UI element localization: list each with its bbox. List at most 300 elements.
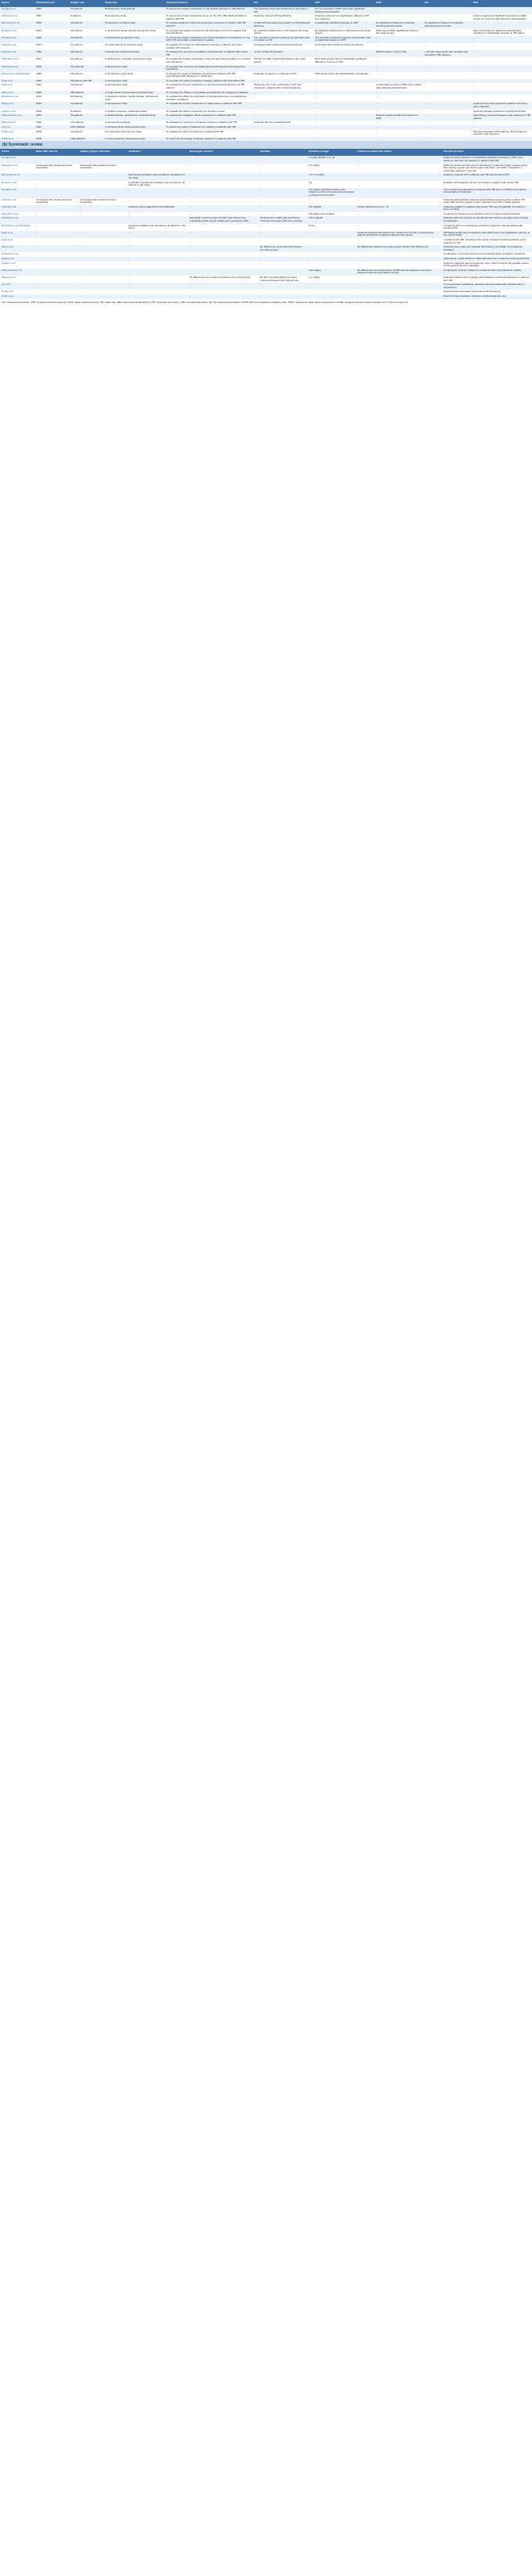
table-cell: -	[252, 91, 313, 96]
table-cell: -	[313, 125, 375, 130]
table-cell: -	[259, 269, 307, 276]
table-cell: Unchanged after ketamine-based anesthesia	[252, 43, 313, 50]
table-cell: -	[356, 212, 442, 217]
table-cell: To assess the impact of ketamine and sufentanil plasma concentrations on the CPP, ICP and middle cerebral artery velocity	[165, 36, 252, 43]
table-row	[0, 114, 532, 121]
table-cell: -	[188, 198, 259, 205]
table-cell: -	[252, 114, 313, 121]
table-cell: CPP declined after the administration of ketamine	[313, 72, 375, 79]
author-cell: Patel et al.	[0, 79, 34, 84]
table-cell: To compare the efficacy of etomidate and ketamine for emergency intubation	[165, 91, 252, 96]
table-cell: 2018	[34, 110, 69, 114]
table-cell: No significant change from baseline, following ketamine bolus	[423, 21, 472, 28]
table-cell: A 2 mm increase in CPP; there was significant influence from baseline	[313, 7, 375, 14]
table-cell: -	[259, 257, 307, 262]
table-cell: 5.8 μg/kg body weight/h	[307, 212, 356, 217]
column-header: Ketamine dosage	[307, 149, 356, 156]
table-cell: -	[259, 173, 307, 180]
table-cell: -	[188, 245, 259, 252]
table-cell: -	[313, 65, 375, 72]
table-cell: MAP did not differ significantly between the study groups	[375, 29, 423, 36]
table-cell: 2018	[34, 130, 69, 137]
table-cell: -	[375, 125, 423, 130]
table-cell: -	[34, 269, 78, 276]
table-cell: -	[78, 238, 127, 245]
table-cell: -	[423, 72, 472, 79]
table-cell: -	[78, 252, 127, 257]
table-cell: Prospective controlled study	[103, 21, 165, 28]
table-cell: While the ketamine bolus did not significantly impact the middle cerebral artery flow velocity, jugular vein bulb oxygen saturation, and CPP, it resulted in a noticeable reduction in the ICP	[442, 164, 532, 174]
table-cell: -	[375, 137, 423, 142]
table-cell: Unchanged after ketamine-based anesthesia	[34, 164, 78, 174]
table-cell: -	[127, 156, 188, 163]
table-cell: A noticeable increase in MAP was noticed after ketamine administration	[375, 83, 423, 90]
table-row	[0, 181, 532, 188]
table-cell: -	[472, 137, 532, 142]
table-cell: Ketamine administration following endotracheal suctioning did not affect ICP, mean CBF velocity, jugular oxygen saturation and CPP in adult patients	[442, 198, 532, 205]
table-cell: ICP did not differ significantly between the study groups	[252, 57, 313, 64]
table-cell: -	[78, 276, 127, 283]
table-cell: 1009 patients	[69, 137, 103, 142]
table-cell: -	[259, 238, 307, 245]
table-cell: -	[356, 252, 442, 257]
table-cell: -	[472, 125, 532, 130]
table-cell: -	[34, 224, 78, 231]
table-cell: -	[375, 91, 423, 96]
table-cell: -	[472, 65, 532, 72]
table-cell: -	[188, 164, 259, 174]
author-cell: Patel et al.	[0, 231, 34, 238]
column-header: Author	[0, 0, 34, 7]
table-cell: Ketamine bolus resulted in a statistically significant elevation in CPP and a decline in ICP from the baseline in patients with TBI	[442, 156, 532, 163]
table-cell: Ketamine triggered gamma frequency rises, which could be the possible reason for the gamma burst on paradigm	[442, 262, 532, 269]
author-cell: Jabre et al.	[0, 91, 34, 96]
table-cell: -	[127, 198, 188, 205]
author-cell: Albanèse et al.	[0, 164, 34, 174]
table-cell: -	[34, 245, 78, 252]
table-cell: -	[472, 91, 532, 96]
table-cell: To assess the impact of ketamine on the clinical outcomes in TBI patients	[165, 7, 252, 14]
column-header: Aims/interventions	[165, 0, 252, 7]
table-cell: -	[78, 231, 127, 238]
table-cell: 2022	[34, 83, 69, 90]
table-cell: A randomized prospective study	[103, 36, 165, 43]
table-cell: -	[252, 79, 313, 84]
table-cell: 2013	[34, 43, 69, 50]
table-cell: Both study groups had no statistically significant difference in terms of CPP	[313, 57, 375, 64]
table-cell: 5 g	[307, 181, 356, 188]
author-cell: Albanèse et al.	[0, 14, 34, 21]
table-cell: 2019	[34, 137, 69, 142]
table-cell: -	[127, 269, 188, 276]
author-cell: Caricato et al.	[0, 43, 34, 50]
table-cell: -	[127, 238, 188, 245]
table-cell: -	[356, 257, 442, 262]
table-cell: -	[259, 224, 307, 231]
table-cell: 0.01 mg/kg	[307, 269, 356, 276]
table-row	[0, 83, 532, 90]
table-cell: -	[259, 198, 307, 205]
table-cell: -	[313, 91, 375, 96]
section-title: (b) Systematic review	[0, 141, 532, 149]
table-row	[0, 205, 532, 212]
table-cell: 2022	[34, 7, 69, 14]
table-cell: -	[356, 216, 442, 223]
table-cell: -	[313, 130, 375, 137]
author-cell: Bourgoin et al.	[0, 188, 34, 198]
table-cell: -	[423, 130, 472, 137]
table-cell: Ketamine bolus triggered bronchodilatation	[127, 205, 188, 212]
table-cell: -	[34, 252, 78, 257]
column-header: Mortality	[259, 149, 307, 156]
table-row	[0, 14, 532, 21]
table-cell: -	[375, 43, 423, 50]
table-cell: -	[423, 83, 472, 90]
table-cell: -	[188, 181, 259, 188]
table-row	[0, 231, 532, 238]
table-cell: -	[127, 257, 188, 262]
table-cell: 15 patients	[69, 72, 103, 79]
table-1	[0, 0, 532, 141]
table-cell: Ketamine-induced side effects were observed in 24.4% of brain trauma patients and 19.6% of patients without brain trauma	[356, 231, 442, 238]
table-cell: Patients reported a 6% improvement in MAP	[375, 114, 423, 121]
table-cell: -	[307, 245, 356, 252]
table-cell: No 28-d mortality differences were observed between the study groups	[259, 276, 307, 283]
table-cell: -	[313, 83, 375, 90]
table-cell: -	[375, 110, 423, 114]
table-row	[0, 21, 532, 28]
table-cell: -	[375, 72, 423, 79]
table-cell: -	[259, 231, 307, 238]
table-cell: The cerebral hemodynamics in patients with TBI were not affected by plasma concentration of ketamine	[442, 188, 532, 198]
table-cell: -	[313, 95, 375, 102]
table-cell: 30 patients	[69, 21, 103, 28]
table-cell: To compare the safety of ketamine between patients with and without TBI	[165, 79, 252, 84]
table-cell: -	[127, 212, 188, 217]
table-cell: To evaluate the impact of ketamine on the cerebral hemodynamics of TBI patients	[165, 83, 252, 90]
table-cell: -	[423, 95, 472, 102]
table-cell: Ketamine sedation in patients with severe TBI was comparable to fentanyl in terms of safety	[442, 205, 532, 212]
table-cell: To evaluate the outcomes of sedation using ketamine in patients with severe TBI	[165, 50, 252, 57]
table-row	[0, 224, 532, 231]
table-cell: -	[423, 137, 472, 142]
table-cell: To evaluate the effect of combination of propofol-ketamine on endotracheal intubation conditions	[165, 95, 252, 102]
table-cell: A retrospective study	[103, 65, 165, 72]
table-cell: -	[313, 114, 375, 121]
table-cell: 43 patients	[69, 130, 103, 137]
table-cell: Ketamine dosage resulted in a significant decline	[472, 110, 532, 114]
table-cell: -	[423, 43, 472, 50]
table-cell: -	[259, 294, 307, 299]
table-cell: -	[472, 83, 532, 90]
table-cell: -	[78, 156, 127, 163]
author-cell: Dengler et al.	[0, 156, 34, 163]
author-cell: Kolenda et al.	[0, 50, 34, 57]
table-cell: 2022	[34, 121, 69, 125]
table-cell: -	[356, 276, 442, 283]
table-cell: Ketamine did not exacerbated ICP	[252, 121, 313, 125]
table-cell: An exploratory retrospective study	[103, 130, 165, 137]
table-cell: -	[188, 231, 259, 238]
table-cell: Days 3 and Day 4 of ketamine administration resulted in a significantly elevation in HR values	[472, 29, 532, 36]
table-cell: In 30% ICP decreased by at least 1 mmHg following ketamine	[252, 21, 313, 28]
table-cell: -	[472, 36, 532, 43]
author-cell: Belopavlovic and Buchthal	[0, 72, 34, 79]
table-cell: 1.5 mg/kg	[307, 164, 356, 174]
table-cell: Compared to fentanyl group, ketamine did not impact cerebral perfusion	[442, 212, 532, 217]
table-cell: -	[259, 164, 307, 174]
table-row	[0, 164, 532, 174]
table-cell: -	[34, 262, 78, 269]
table-cell: Alternatively, reduced frequency was observed in TBI patients	[472, 114, 532, 121]
table-cell: 2007	[34, 57, 69, 64]
table-cell: -	[34, 290, 78, 294]
table-cell: -	[252, 125, 313, 130]
table-cell: -	[375, 95, 423, 102]
table-cell: 2012	[34, 95, 69, 102]
table-cell: +1.30 mmHg ICP elevation	[252, 50, 313, 57]
table-cell: -	[423, 114, 472, 121]
table-cell: -	[252, 102, 313, 109]
footnote: ICP: Intracranial pressure, CPP: Cerebral perfusion pressure, MAP: Mean arterial pressure, HR: Heart rate, EEG: Electroencephalography, TBI: Traumatic brain injury, CBF: Cerebral blood flow, SD: Spreading depolarization, RASS: Richmond agitation-sedation scale, SOFA: Sequential organ failure assessment, GOSE: Glasgow outcome scale extended, ICU: Intensive care unit	[2, 300, 408, 304]
table-cell: A cross-sectional, observational study	[103, 137, 165, 142]
column-header: Neurologic outcome	[188, 149, 259, 156]
table-cell: To assess the safety of ketamine for sedation in patients with TBI	[165, 125, 252, 130]
table-cell: -	[78, 262, 127, 269]
table-row	[0, 65, 532, 72]
table-cell: A randomized, controlled, prospective study	[103, 57, 165, 64]
table-cell: 1.2 mg/kg	[307, 276, 356, 283]
table-cell: -	[472, 50, 532, 57]
table-cell: Unchanged after ketamine-based anesthesia	[313, 43, 375, 50]
author-cell: Alsaju et al.	[0, 102, 34, 109]
table-cell: -	[375, 121, 423, 125]
table-row	[0, 43, 532, 50]
table-cell: A retrospective study	[103, 83, 165, 90]
table-cell: 25 patients	[69, 29, 103, 36]
table-cell: 1 to 1.5 mg/kg	[307, 173, 356, 180]
column-header: Treatment-related side effects	[356, 149, 442, 156]
table-row	[0, 262, 532, 269]
column-header: Study type	[103, 0, 165, 7]
table-cell: 35 patients	[69, 50, 103, 57]
table-cell: 1997	[34, 14, 69, 21]
table-cell: 12 patients	[69, 102, 103, 109]
table-2	[0, 149, 532, 298]
table-cell: No differences were observed in GOSE and hemodynamic outcomes between ketamine and placebo groups	[356, 269, 442, 276]
table-cell: -	[127, 164, 188, 174]
table-cell: To evaluate the outcomes of ketamine infusion in patients with TBI	[165, 121, 252, 125]
table-cell: -	[356, 262, 442, 269]
table-cell: Mechanical ventilation was provided to all patients in the study	[127, 173, 188, 180]
author-cell: Mahendravati et al.	[0, 269, 34, 276]
table-cell: -	[127, 245, 188, 252]
table-cell: Assisted ventilation was provided to all patients in the study	[127, 224, 188, 231]
author-cell: Bourgoin et al.	[0, 181, 34, 188]
author-cell: Dimitrievic et al.	[0, 252, 34, 257]
table-cell: Sedation with ketamine can be used safely in patients with severe TBI	[442, 181, 532, 188]
table-cell: -	[188, 269, 259, 276]
table-cell: In patients with TBI, ketamine bolus led to increased cerebral perfusion and a reduction in ICP	[442, 238, 532, 245]
table-cell: -	[356, 181, 442, 188]
table-row	[0, 7, 532, 14]
table-cell: A placebo-controlled, double-blinded, randomized study	[103, 95, 165, 102]
table-cell: The increase in ketamine plasma concentration had no significant impact on CPP	[313, 36, 375, 43]
table-row	[0, 57, 532, 64]
column-header: HR	[423, 0, 472, 7]
author-cell: Smith et al.	[0, 137, 34, 142]
table-cell: -	[307, 257, 356, 262]
table-cell: 214 patients	[69, 65, 103, 72]
table-cell: To assess the impact of ketamine bolus, on the ICP, CBF, MAP and EEG in patients with TBI	[165, 14, 252, 21]
author-cell: Schmittner et al.	[0, 212, 34, 217]
table-cell: To evaluate the analgesic effects of ketamine in patients with TBI	[165, 114, 252, 121]
table-cell: 2022	[34, 114, 69, 121]
table-cell: -	[78, 212, 127, 217]
table-cell: Patients with total intravenous anesthesia had reduced mortality and neurologic complications	[442, 216, 532, 223]
table-cell: -	[34, 181, 78, 188]
table-cell: 30 patients	[69, 83, 103, 90]
table-cell: -	[78, 283, 127, 290]
table-cell: -	[252, 95, 313, 102]
table-cell: Alternatively, a 30% decline in SDP was observed in patients receiving ketamine	[442, 257, 532, 262]
author-cell: Belopavlovic and Buchthal	[0, 224, 34, 231]
table-cell: -	[423, 36, 472, 43]
author-cell: Carlson et al.	[0, 262, 34, 269]
table-cell: -	[188, 294, 259, 299]
author-cell: Mahendravati et al.	[0, 114, 34, 121]
table-cell: -	[423, 102, 472, 109]
table-row	[0, 130, 532, 137]
table-cell: -	[307, 283, 356, 290]
table-cell: -	[356, 173, 442, 180]
column-header: EEG	[472, 0, 532, 7]
table-cell: To report the ICU-based medication practices in patients with TBI	[165, 137, 252, 142]
table-cell: -	[127, 188, 188, 198]
table-cell: -	[472, 7, 532, 14]
table-cell: -	[259, 252, 307, 257]
table-cell: To compare the impact of ketamine and sufentanil in terms of sedation and hemodynamics	[165, 29, 252, 36]
table-cell: 2020	[34, 79, 69, 84]
table-cell: Unchanged after ketamine-based anesthesia	[34, 198, 78, 205]
table-cell: -	[78, 205, 127, 212]
table-cell: -	[307, 252, 356, 257]
table-cell: The ketamine bolus was followed by a decrease in ICP	[252, 7, 313, 14]
table-cell: -	[472, 57, 532, 64]
author-cell: Bourgoin et al.	[0, 36, 34, 43]
table-cell: Unchanged after ketamine-based anesthesia	[78, 164, 127, 174]
table-cell: -	[252, 65, 313, 72]
table-cell: -	[472, 43, 532, 50]
table-cell: -	[34, 283, 78, 290]
author-cell: Dimitrievic et al.	[0, 95, 34, 102]
table-cell: -	[78, 294, 127, 299]
table-cell: -	[34, 294, 78, 299]
table-cell: To evaluate the impact of endotracheal suctioning in patients who were sedated with ketamine	[165, 43, 252, 50]
author-cell: Lid et al.	[0, 283, 34, 290]
author-cell: Lid et al.	[0, 125, 34, 130]
table-cell: -	[472, 72, 532, 79]
table-cell: 2018	[34, 102, 69, 109]
table-cell: Combination of propofol-ketamine demonstrated better intubation conditions	[442, 252, 532, 257]
table-cell: -	[188, 290, 259, 294]
table-cell: -	[259, 212, 307, 217]
table-cell: -	[78, 173, 127, 180]
table-cell: A randomized double-blinded prospective study	[103, 29, 165, 36]
table-cell: No differences between the study groups noted in the SOFA score	[356, 245, 442, 252]
table-cell: To evaluate the effect of ketamine in patients with TBI	[165, 130, 252, 137]
table-cell: -	[127, 290, 188, 294]
table-cell: -	[307, 231, 356, 238]
table-cell: To evaluate the effects of ketamine on the ECG record	[165, 110, 252, 114]
table-cell: -	[472, 79, 532, 84]
table-cell: -	[34, 238, 78, 245]
table-cell: -	[356, 188, 442, 198]
table-row	[0, 238, 532, 245]
author-cell: Alsaju et al.	[0, 257, 34, 262]
table-cell: 49 patients with TBI	[69, 79, 103, 84]
author-cell: Grathwohl et al.	[0, 216, 34, 223]
table-cell: Ketamine infusion did not trigger anti-intubation related complications in patients with TBI	[442, 276, 532, 283]
table-cell: 172 patients	[69, 121, 103, 125]
table-cell: -	[356, 238, 442, 245]
table-cell: -	[356, 224, 442, 231]
table-cell: 2009	[34, 21, 69, 28]
table-cell: -	[252, 110, 313, 114]
table-cell: -	[375, 57, 423, 64]
table-cell: -	[313, 121, 375, 125]
table-cell: To evaluate the impact of ketamine versus fentanyl based sedation on cerebral hemodynamics	[165, 57, 252, 64]
table-cell: -	[356, 283, 442, 290]
table-cell: Ketamine was associated with reduced SD frequency	[442, 290, 532, 294]
table-cell: -	[188, 283, 259, 290]
table-cell: -	[188, 262, 259, 269]
table-row	[0, 95, 532, 102]
table-cell: -	[423, 65, 472, 72]
author-cell: Carlson et al.	[0, 110, 34, 114]
table-cell: -	[423, 79, 472, 84]
table-cell: -	[307, 262, 356, 269]
table-cell: -	[188, 173, 259, 180]
author-cell: Hertle et al.	[0, 290, 34, 294]
author-cell: Bar-Joseph et al.	[0, 173, 34, 180]
table-cell: -	[423, 110, 472, 114]
table-cell: Cardio-vascular arrest (n = 1)	[356, 205, 442, 212]
table-cell: -	[127, 294, 188, 299]
table-cell: -	[375, 14, 423, 21]
table-cell: -	[188, 224, 259, 231]
column-header: Overall outcomes	[442, 149, 532, 156]
table-cell: -	[127, 231, 188, 238]
table-cell: 6.5 mg/kg/h	[307, 205, 356, 212]
table-cell: -	[356, 164, 442, 174]
table-cell: -	[375, 130, 423, 137]
table-cell: -	[34, 173, 78, 180]
table-cell: -	[188, 156, 259, 163]
table-cell: Retrospective study	[103, 14, 165, 21]
table-cell: A gamma burst was reported in patients who were given ketamine	[472, 102, 532, 109]
table-cell: -	[188, 188, 259, 198]
table-cell: -	[356, 198, 442, 205]
table-cell: To evaluate the impact of ketamine on brain waves in patients with TBI	[165, 102, 252, 109]
author-cell: Jabre et al.	[0, 245, 34, 252]
table-cell: Ketamine resulted in no changes of ICP	[252, 72, 313, 79]
table-cell: -	[423, 29, 472, 36]
table-cell: -	[375, 7, 423, 14]
table-1-body	[0, 7, 532, 141]
table-row	[0, 188, 532, 198]
table-cell: 2 mg/kg (RASS -3 to -4)	[307, 156, 356, 163]
